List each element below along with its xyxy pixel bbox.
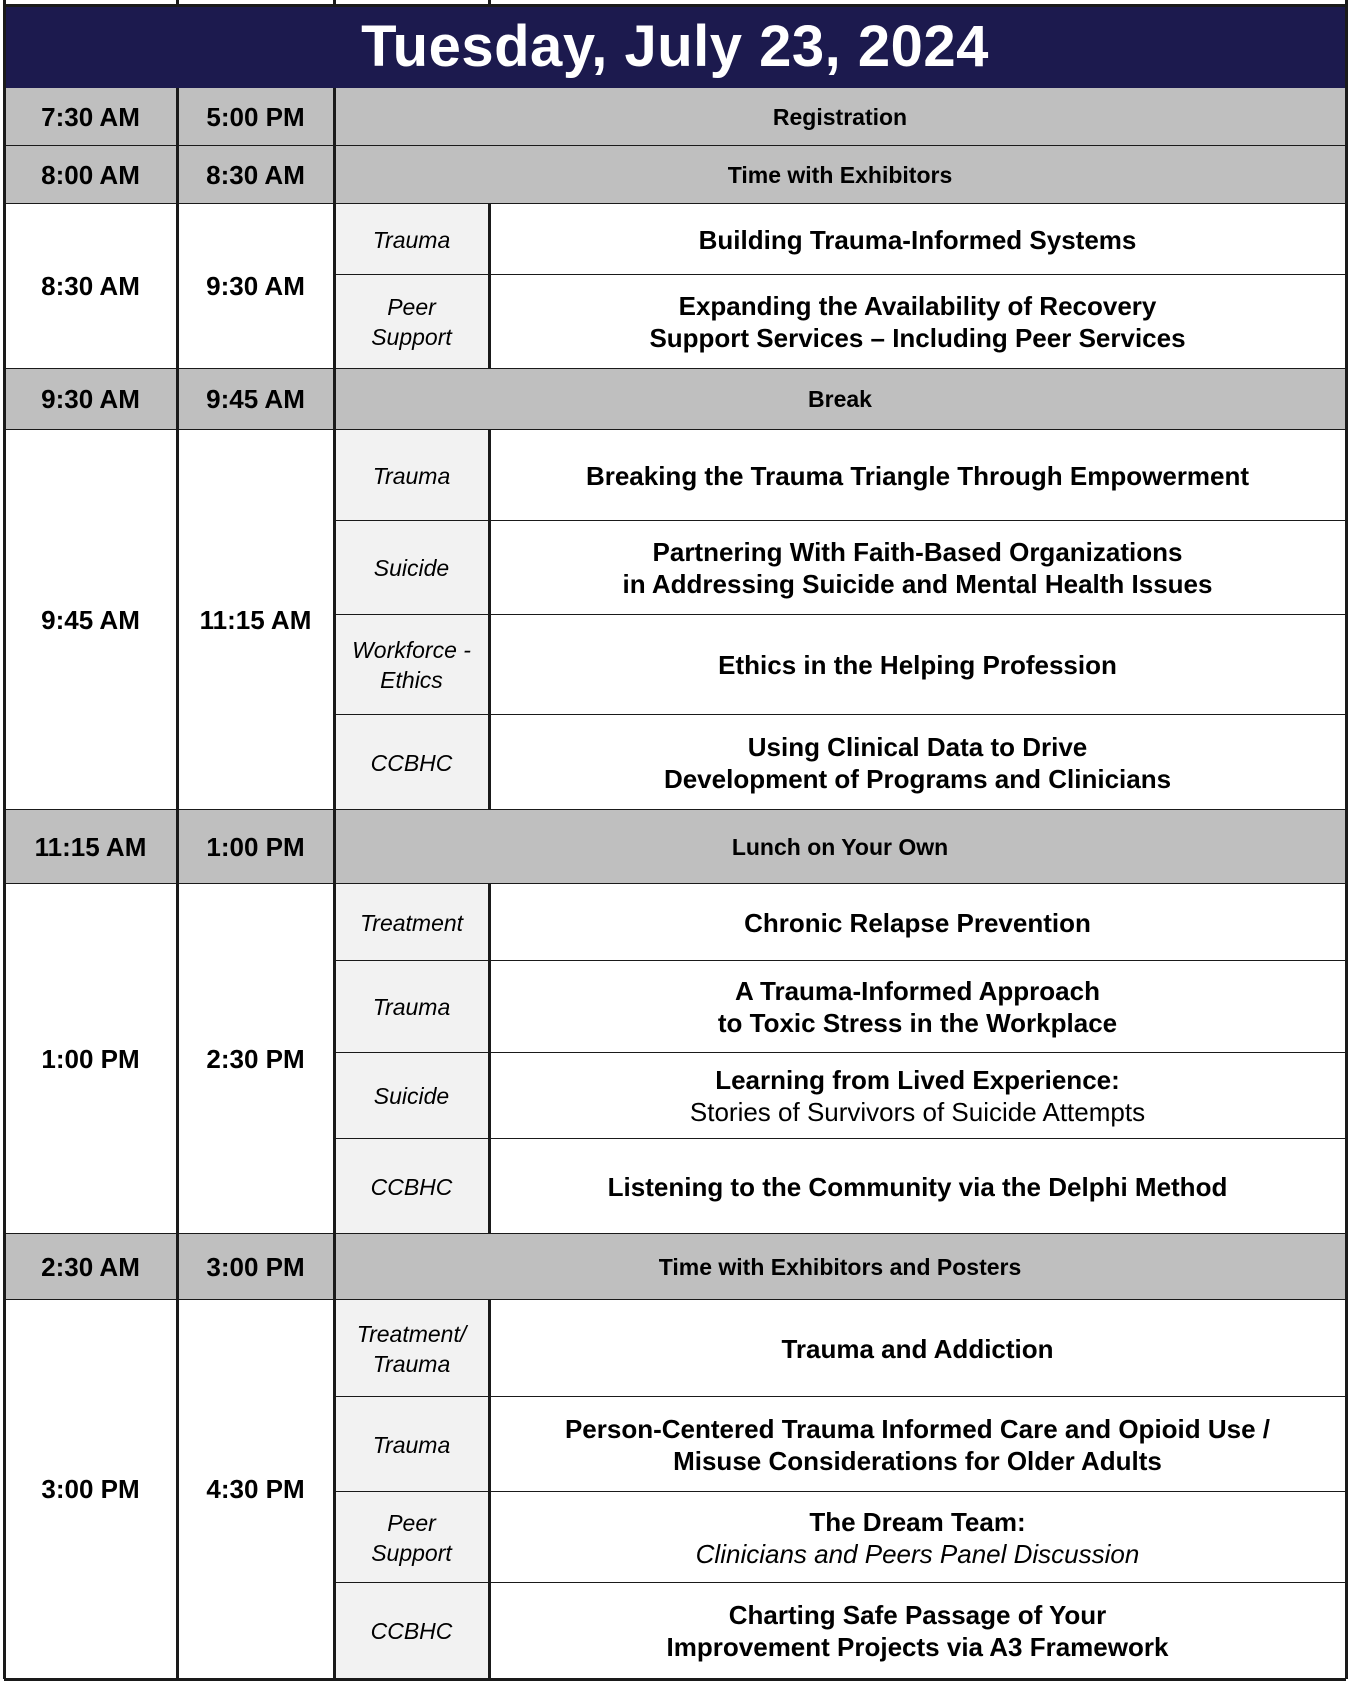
general-event-title: Break — [334, 369, 1346, 430]
session-item — [489, 275, 1346, 369]
end-time: 5:00 PM — [177, 88, 334, 146]
column-divider — [333, 204, 336, 369]
session-category: Suicide — [334, 1053, 489, 1139]
session-category: Peer Support — [334, 1492, 489, 1583]
session-title: Expanding the Availability of Recovery Support Services – Including Peer Services — [649, 291, 1186, 353]
session-category: Treatment — [334, 884, 489, 961]
column-divider — [176, 1300, 179, 1679]
session-item — [489, 430, 1346, 521]
column-divider — [333, 1300, 336, 1679]
table-top-border — [4, 4, 1346, 7]
general-event-title: Registration — [334, 88, 1346, 146]
session-title: Ethics in the Helping Profession — [718, 650, 1117, 680]
session-title: Building Trauma-Informed Systems — [698, 224, 1137, 255]
column-divider — [333, 146, 336, 204]
start-time: 8:00 AM — [4, 146, 177, 204]
session-title: The Dream Team: — [809, 1506, 1026, 1537]
session-item — [489, 1397, 1346, 1492]
column-divider — [176, 1234, 179, 1300]
session-category: Trauma — [334, 961, 489, 1053]
session-category: Workforce - Ethics — [334, 615, 489, 715]
session-title: Breaking the Trauma Triangle Through Empowerment — [585, 460, 1250, 491]
column-divider — [176, 88, 179, 146]
end-time: 1:00 PM — [177, 810, 334, 884]
end-time: 3:00 PM — [177, 1234, 334, 1300]
session-item — [489, 1583, 1346, 1679]
session-category: CCBHC — [334, 715, 489, 810]
session-item — [489, 615, 1346, 715]
session-item — [489, 715, 1346, 810]
day-banner — [4, 5, 1346, 88]
session-item — [489, 521, 1346, 615]
session-title: Person-Centered Trauma Informed Care and Opioid Use / Misuse Considerations for Older Adults — [564, 1413, 1271, 1476]
end-time: 9:45 AM — [177, 369, 334, 430]
session-title: Learning from Lived Experience: — [715, 1065, 1120, 1095]
session-title: Chronic Relapse Prevention — [744, 907, 1091, 938]
table-right-border — [1345, 5, 1348, 1679]
start-time: 9:45 AM — [4, 430, 177, 810]
session-item — [489, 884, 1346, 961]
session-title: Using Clinical Data to Drive Development of Programs and Clinicians — [663, 731, 1172, 794]
column-divider — [333, 1234, 336, 1300]
column-divider — [333, 884, 336, 1234]
start-time: 9:30 AM — [4, 369, 177, 430]
column-divider — [176, 810, 179, 884]
session-category: Trauma — [334, 204, 489, 275]
session-title: Charting Safe Passage of Your Improvement Projects via A3 Framework — [666, 1600, 1169, 1662]
general-event-title: Lunch on Your Own — [334, 810, 1346, 884]
session-title: Listening to the Community via the Delphi Method — [607, 1171, 1228, 1202]
session-title: A Trauma-Informed Approach to Toxic Stress in the Workplace — [717, 976, 1118, 1038]
column-divider — [333, 369, 336, 430]
column-divider — [488, 884, 491, 1234]
column-divider — [176, 430, 179, 810]
column-divider — [333, 810, 336, 884]
session-category: Trauma — [334, 1397, 489, 1492]
session-title: Trauma and Addiction — [781, 1333, 1054, 1364]
session-category: Trauma — [334, 430, 489, 521]
session-title: Partnering With Faith-Based Organizations in Addressing Suicide and Mental Health Issues — [622, 537, 1213, 599]
session-subtitle: Clinicians and Peers Panel Discussion — [695, 1538, 1140, 1569]
general-event-title: Time with Exhibitors — [334, 146, 1346, 204]
session-item — [489, 961, 1346, 1053]
start-time: 3:00 PM — [4, 1300, 177, 1679]
session-category: Suicide — [334, 521, 489, 615]
start-time: 8:30 AM — [4, 204, 177, 369]
column-divider — [488, 430, 491, 810]
session-item — [489, 1300, 1346, 1397]
session-category: CCBHC — [334, 1583, 489, 1679]
end-time: 8:30 AM — [177, 146, 334, 204]
column-divider — [176, 204, 179, 369]
session-item — [489, 1492, 1346, 1583]
column-divider — [333, 430, 336, 810]
column-divider — [488, 204, 491, 369]
column-divider — [176, 369, 179, 430]
session-item — [489, 204, 1346, 275]
session-subtitle: Stories of Survivors of Suicide Attempts — [689, 1097, 1146, 1127]
table-left-border — [3, 5, 6, 1679]
session-category: Peer Support — [334, 275, 489, 369]
end-time: 11:15 AM — [177, 430, 334, 810]
start-time: 11:15 AM — [4, 810, 177, 884]
start-time: 7:30 AM — [4, 88, 177, 146]
session-category: CCBHC — [334, 1139, 489, 1234]
column-divider — [176, 884, 179, 1234]
end-time: 9:30 AM — [177, 204, 334, 369]
end-time: 2:30 PM — [177, 884, 334, 1234]
start-time: 1:00 PM — [4, 884, 177, 1234]
start-time: 2:30 AM — [4, 1234, 177, 1300]
end-time: 4:30 PM — [177, 1300, 334, 1679]
row-divider — [4, 1678, 1346, 1681]
column-divider — [176, 146, 179, 204]
column-divider — [488, 1300, 491, 1679]
day-title: Tuesday, July 23, 2024 — [361, 14, 989, 79]
session-category: Treatment/ Trauma — [334, 1300, 489, 1397]
session-item — [489, 1053, 1346, 1139]
session-item — [489, 1139, 1346, 1234]
general-event-title: Time with Exhibitors and Posters — [334, 1234, 1346, 1300]
column-divider — [333, 88, 336, 146]
